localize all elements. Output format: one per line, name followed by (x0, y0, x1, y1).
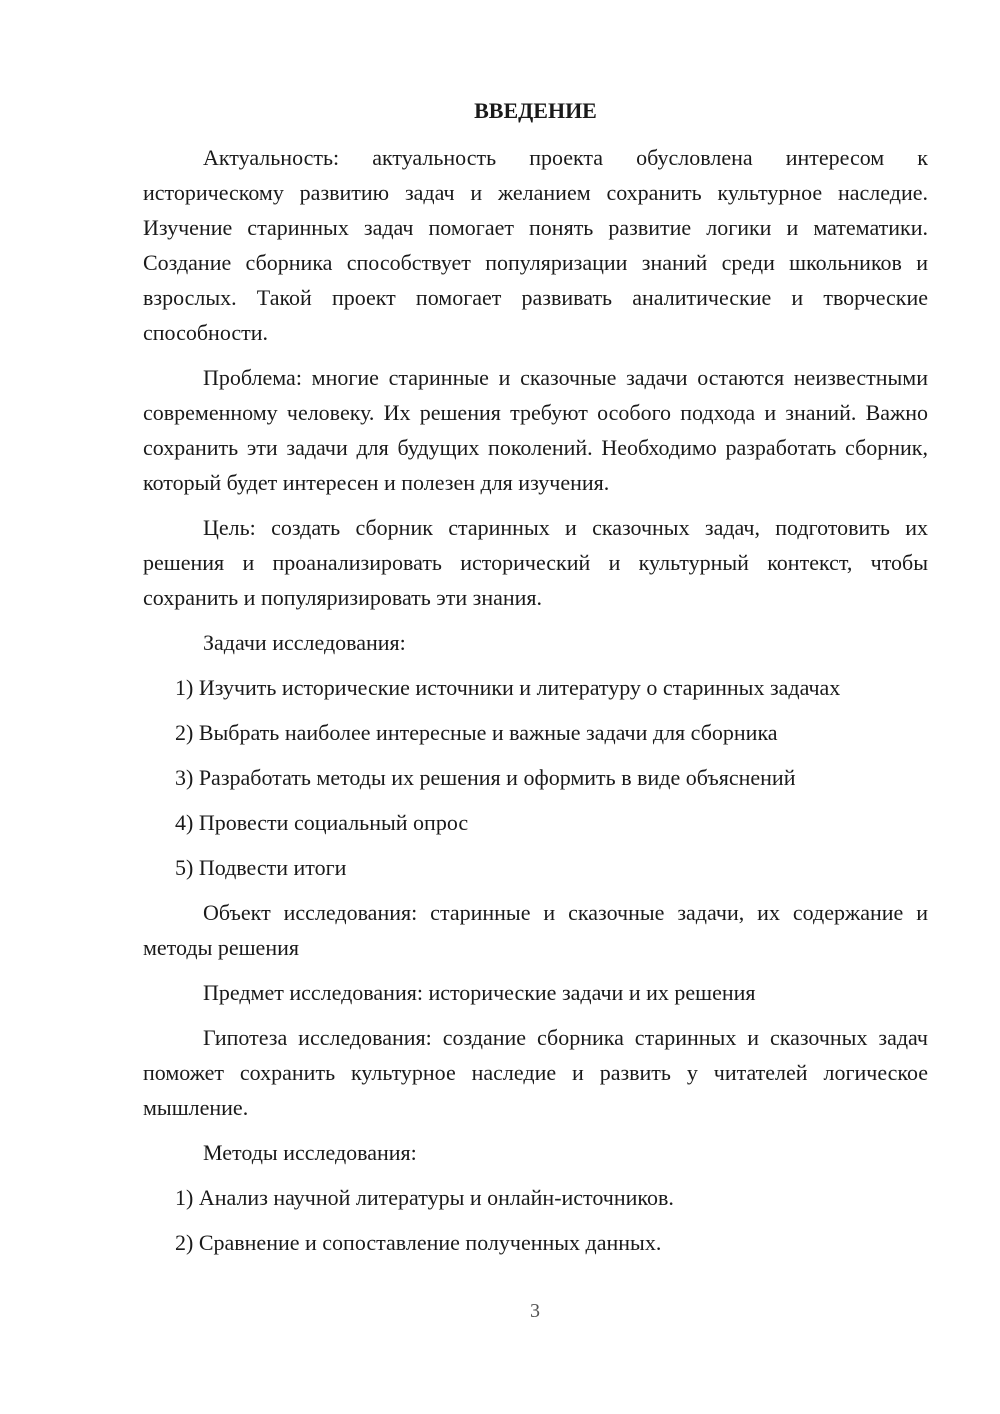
list-item: 1) Анализ научной литературы и онлайн-источников. (175, 1185, 674, 1210)
section-title: ВВЕДЕНИЕ (474, 98, 597, 123)
page-content (143, 93, 928, 1270)
list-item: 1) Изучить исторические источники и литературу о старинных задачах (175, 675, 841, 700)
methods-list (143, 1180, 928, 1260)
list-item: 3) Разработать методы их решения и оформить в виде объяснений (175, 765, 796, 790)
list-item: 2) Сравнение и сопоставление полученных данных. (175, 1230, 662, 1255)
list-item: 5) Подвести итоги (175, 855, 347, 880)
problem-paragraph: Проблема: многие старинные и сказочные задачи остаются неизвестными современному человеку. Их решения требуют особого подхода и знаний. Важно сохранить эти задачи для будущих поколений. Необходимо разработать сборник, который будет интересен и полезен для изучения. (143, 365, 928, 495)
goal-paragraph: Цель: создать сборник старинных и сказочных задач, подготовить их решения и проанализировать исторический и культурный контекст, чтобы сохранить и популяризировать эти знания. (143, 515, 928, 610)
list-item: 2) Выбрать наиболее интересные и важные задачи для сборника (175, 720, 778, 745)
tasks-heading: Задачи исследования: (203, 630, 406, 655)
list-item: 4) Провести социальный опрос (175, 810, 469, 835)
object-paragraph: Объект исследования: старинные и сказочные задачи, их содержание и методы решения (143, 900, 928, 960)
subject-paragraph: Предмет исследования: исторические задачи и их решения (203, 980, 756, 1005)
hypothesis-paragraph: Гипотеза исследования: создание сборника старинных и сказочных задач поможет сохранить культурное наследие и развить у читателей логическое мышление. (143, 1025, 928, 1120)
methods-heading: Методы исследования: (203, 1140, 417, 1165)
tasks-list (143, 670, 928, 885)
page-number: 3 (530, 1300, 540, 1322)
relevance-paragraph: Актуальность: актуальность проекта обусловлена интересом к историческому развитию задач и желанием сохранить культурное наследие. Изучение старинных задач помогает понять развитие логики и математики. Создание сборника способствует популяризации знаний среди школьников и взрослых. Такой проект помогает развивать аналитические и творческие способности. (143, 145, 928, 345)
